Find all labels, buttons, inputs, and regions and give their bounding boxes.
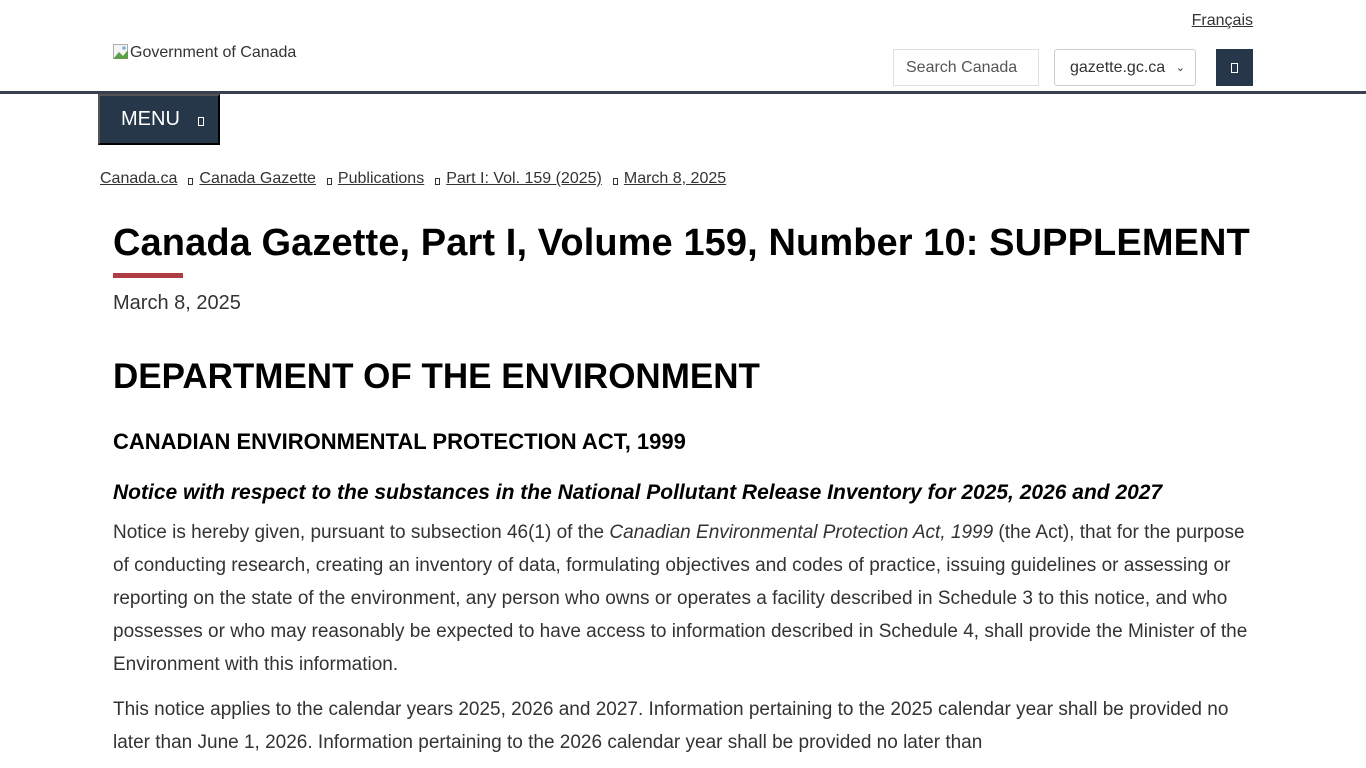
chevron-right-icon [435,178,440,185]
notice-heading: Notice with respect to the substances in the National Pollutant Release Inventory for 2025, 2026 and 2027 [113,481,1163,504]
search-form [893,49,1253,86]
chevron-right-icon [613,178,618,185]
chevron-right-icon [327,178,332,185]
publication-date: March 8, 2025 [113,292,241,314]
search-icon [1231,63,1238,73]
breadcrumb-link-publications[interactable]: Publications [337,170,425,187]
site-scope-selected: gazette.gc.ca [1070,58,1166,76]
chevron-down-icon: ⌄ [1175,62,1185,74]
breadcrumb [100,170,726,188]
act-heading: CANADIAN ENVIRONMENTAL PROTECTION ACT, 1999 [113,429,686,454]
search-input[interactable] [893,49,1039,86]
menu-label: MENU [121,108,180,130]
notice-paragraph-2: This notice applies to the calendar years 2025, 2026 and 2027. Information pertaining to the 2025 calendar year shall be provided no later than June 1, 2026. Information pertaining to the 2026 calendar year shall be provided no later than [113,699,1229,753]
page-title: Canada Gazette, Part I, Volume 159, Number 10: SUPPLEMENT [113,222,1250,264]
search-button[interactable] [1216,49,1253,86]
notice-paragraph-1 [113,516,1258,681]
paragraph-text: (the Act), that for the purpose of conducting research, creating an inventory of data, formulating objectives and codes of practice, issuing guidelines or assessing or reporting on the state of the environment, any person who owns or operates a facility described in Schedule 3 to this notice, and who possesses or who may reasonably be expected to have access to information described in Schedule 4, shall provide the Minister of the Environment with this information. [113,522,1248,675]
chevron-down-icon [198,117,204,126]
breadcrumb-link-canada-ca[interactable]: Canada.ca [100,170,178,187]
title-accent-bar [113,273,183,278]
language-toggle-link[interactable]: Français [1191,12,1253,29]
paragraph-text: Notice is hereby given, pursuant to subsection 46(1) of the [113,522,610,543]
site-scope-select[interactable] [1054,49,1196,86]
breadcrumb-link-march-8-2025[interactable]: March 8, 2025 [623,170,727,187]
department-heading: DEPARTMENT OF THE ENVIRONMENT [113,357,760,396]
act-name-italic: Canadian Environmental Protection Act, 1999 [609,522,994,543]
breadcrumb-link-canada-gazette[interactable]: Canada Gazette [199,170,316,187]
menu-button[interactable] [98,94,220,145]
logo-alt-text: Government of Canada [130,44,297,61]
chevron-right-icon [188,178,193,185]
broken-image-icon [113,44,129,60]
government-of-canada-logo[interactable] [113,44,296,62]
breadcrumb-link-part-i-vol-159[interactable]: Part I: Vol. 159 (2025) [446,170,602,187]
